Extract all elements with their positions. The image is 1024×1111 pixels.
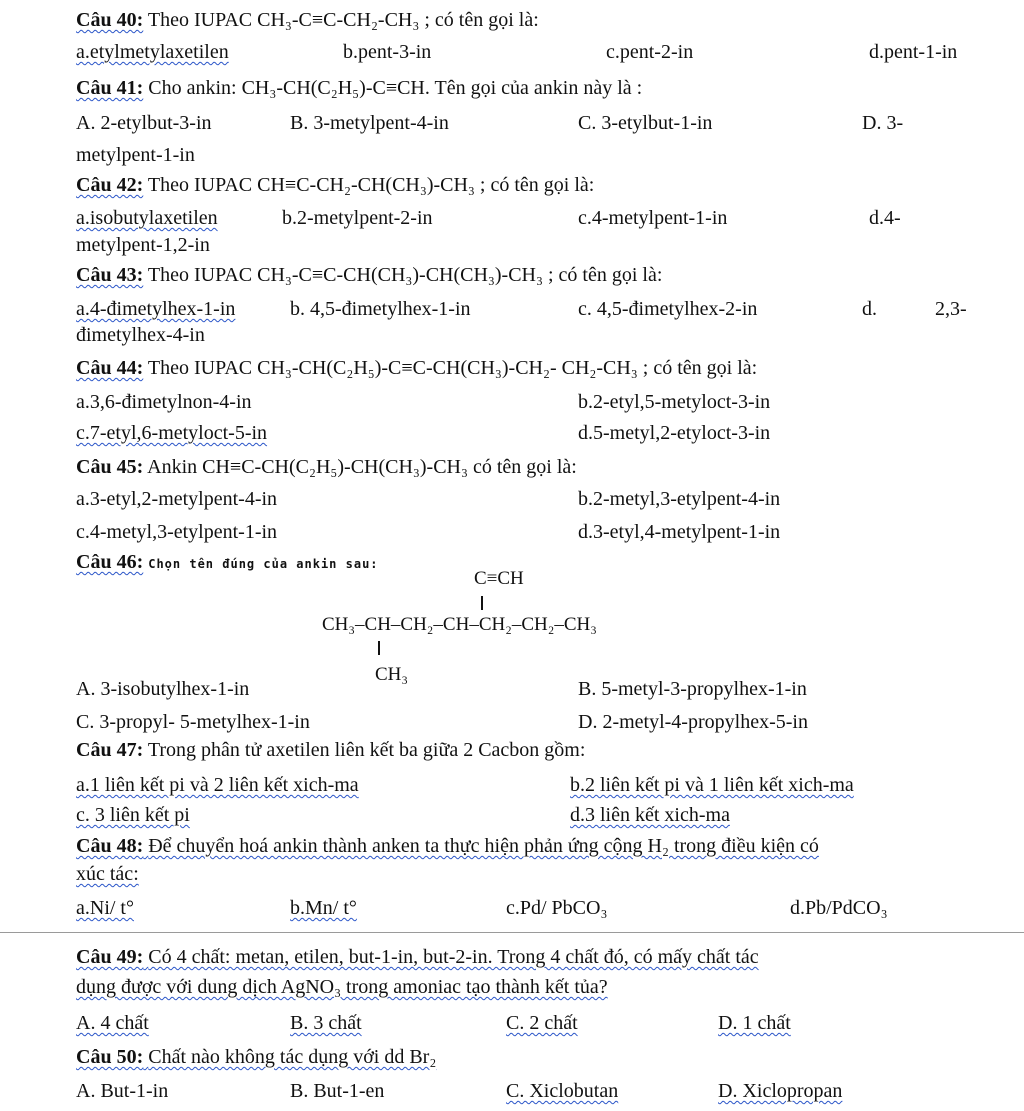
question-48-continued: xúc tác: — [76, 863, 139, 885]
option-b: B. 3 chất — [290, 1012, 362, 1034]
option-d: d.pent-1-in — [869, 41, 958, 63]
option-d: d.3 liên kết xich-ma — [570, 804, 730, 826]
option-b: b.2-etyl,5-metyloct-3-in — [578, 391, 771, 413]
question-48 — [76, 834, 819, 858]
question-50 — [76, 1045, 436, 1069]
question-label: Câu 41: — [76, 77, 144, 99]
question-43 — [76, 263, 662, 287]
option-d: d.4- — [869, 207, 901, 229]
option-a: A. 2-etylbut-3-in — [76, 112, 212, 134]
option-d: D. Xiclopropan — [718, 1080, 843, 1102]
question-label: Câu 46: — [76, 551, 144, 573]
question-49 — [76, 945, 759, 969]
divider — [0, 932, 1024, 933]
option-b: B. But-1-en — [290, 1080, 385, 1102]
option-d: D. 2-metyl-4-propylhex-5-in — [578, 711, 808, 733]
option-b: B. 3-metylpent-4-in — [290, 112, 449, 134]
question-45 — [76, 455, 577, 479]
option-c: c.4-metylpent-1-in — [578, 207, 728, 229]
question-label: Câu 49: — [76, 946, 144, 968]
option-c: c.pent-2-in — [606, 41, 694, 63]
question-text: Trong phân tử axetilen liên kết ba giữa 2 Cacbon gồm: — [147, 739, 586, 761]
question-text: Chọn tên đúng của ankin sau: — [148, 557, 379, 571]
option-d: d.3-etyl,4-metylpent-1-in — [578, 521, 781, 543]
option-b: b.pent-3-in — [343, 41, 432, 63]
question-47 — [76, 738, 585, 762]
option-d: d.Pb/PdCO₃ — [790, 897, 888, 919]
option-d-continued: metylpent-1-in — [76, 144, 195, 166]
question-label: Câu 47: — [76, 739, 144, 761]
option-a: A. But-1-in — [76, 1080, 169, 1102]
option-c: C. Xiclobutan — [506, 1080, 619, 1102]
option-b: b.2-metyl,3-etylpent-4-in — [578, 488, 781, 510]
option-d: D. 1 chất — [718, 1012, 791, 1034]
option-c: c.Pd/ PbCO₃ — [506, 897, 608, 919]
question-text: Theo IUPAC CH≡C-CH₂-CH(CH₃)-CH₃ ; có tên gọi là: — [147, 174, 595, 196]
option-b: B. 5-metyl-3-propylhex-1-in — [578, 678, 807, 700]
option-d: d.5-metyl,2-etyloct-3-in — [578, 422, 771, 444]
option-a: A. 3-isobutylhex-1-in — [76, 678, 250, 700]
question-46 — [76, 550, 379, 576]
option-c: c. 4,5-đimetylhex-2-in — [578, 298, 758, 320]
option-d: D. 3- — [862, 112, 904, 134]
question-text: Chất nào không tác dụng với dd Br₂ — [148, 1046, 437, 1068]
option-a: a.4-đimetylhex-1-in — [76, 298, 236, 320]
structure-branch-top: C≡CH — [474, 568, 524, 589]
option-d: d. — [862, 298, 877, 320]
option-a: a.3-etyl,2-metylpent-4-in — [76, 488, 278, 510]
question-label: Câu 40: — [76, 9, 144, 31]
bond-vertical-bottom — [378, 641, 380, 655]
option-c: C. 2 chất — [506, 1012, 578, 1034]
bond-vertical-top — [481, 596, 483, 610]
question-label: Câu 48: — [76, 835, 144, 857]
question-text: Ankin CH≡C-CH(C₂H₅)-CH(CH₃)-CH₃ có tên gọi là: — [147, 456, 577, 478]
question-44 — [76, 356, 757, 380]
structure-main-chain: CH₃–CH–CH₂–CH–CH₂–CH₂–CH₃ — [322, 614, 597, 635]
option-d-number: 2,3- — [935, 298, 967, 320]
question-label: Câu 43: — [76, 264, 144, 286]
question-41 — [76, 76, 642, 100]
question-text: Theo IUPAC CH₃-C≡C-CH₂-CH₃ ; có tên gọi là: — [147, 9, 539, 31]
option-a: a.1 liên kết pi và 2 liên kết xich-ma — [76, 774, 359, 796]
option-c: C. 3-etylbut-1-in — [578, 112, 713, 134]
option-d-continued: metylpent-1,2-in — [76, 234, 210, 256]
question-text: Có 4 chất: metan, etilen, but-1-in, but-2-in. Trong 4 chất đó, có mấy chất tác — [148, 946, 759, 968]
question-label: Câu 50: — [76, 1046, 144, 1068]
option-c: c.7-etyl,6-metyloct-5-in — [76, 422, 268, 444]
option-c: c.4-metyl,3-etylpent-1-in — [76, 521, 278, 543]
option-a: a.etylmetylaxetilen — [76, 41, 229, 63]
option-c: C. 3-propyl- 5-metylhex-1-in — [76, 711, 310, 733]
option-a: A. 4 chất — [76, 1012, 149, 1034]
option-a: a.Ni/ t° — [76, 897, 134, 919]
question-text: Theo IUPAC CH₃-CH(C₂H₅)-C≡C-CH(CH₃)-CH₂- CH₂-CH₃ ; có tên gọi là: — [147, 357, 758, 379]
question-label: Câu 42: — [76, 174, 144, 196]
question-40 — [76, 8, 539, 32]
question-text: Cho ankin: CH₃-CH(C₂H₅)-C≡CH. Tên gọi của ankin này là : — [148, 77, 643, 99]
option-c: c. 3 liên kết pi — [76, 804, 190, 826]
option-b: b.Mn/ t° — [290, 897, 357, 919]
option-b: b. 4,5-đimetylhex-1-in — [290, 298, 471, 320]
option-a: a.3,6-đimetylnon-4-in — [76, 391, 252, 413]
question-text: Để chuyển hoá ankin thành anken ta thực hiện phản ứng cộng H₂ trong điều kiện có — [148, 835, 819, 857]
question-42 — [76, 173, 594, 197]
question-label: Câu 45: — [76, 456, 144, 478]
question-label: Câu 44: — [76, 357, 144, 379]
option-d-continued: đimetylhex-4-in — [76, 324, 205, 346]
option-a: a.isobutylaxetilen — [76, 207, 218, 229]
question-49-continued: dụng được với dung dịch AgNO₃ trong amoniac tạo thành kết tủa? — [76, 976, 608, 998]
option-b: b.2 liên kết pi và 1 liên kết xich-ma — [570, 774, 854, 796]
structure-branch-bottom: CH₃ — [375, 664, 409, 685]
option-b: b.2-metylpent-2-in — [282, 207, 433, 229]
question-text: Theo IUPAC CH₃-C≡C-CH(CH₃)-CH(CH₃)-CH₃ ; có tên gọi là: — [147, 264, 663, 286]
